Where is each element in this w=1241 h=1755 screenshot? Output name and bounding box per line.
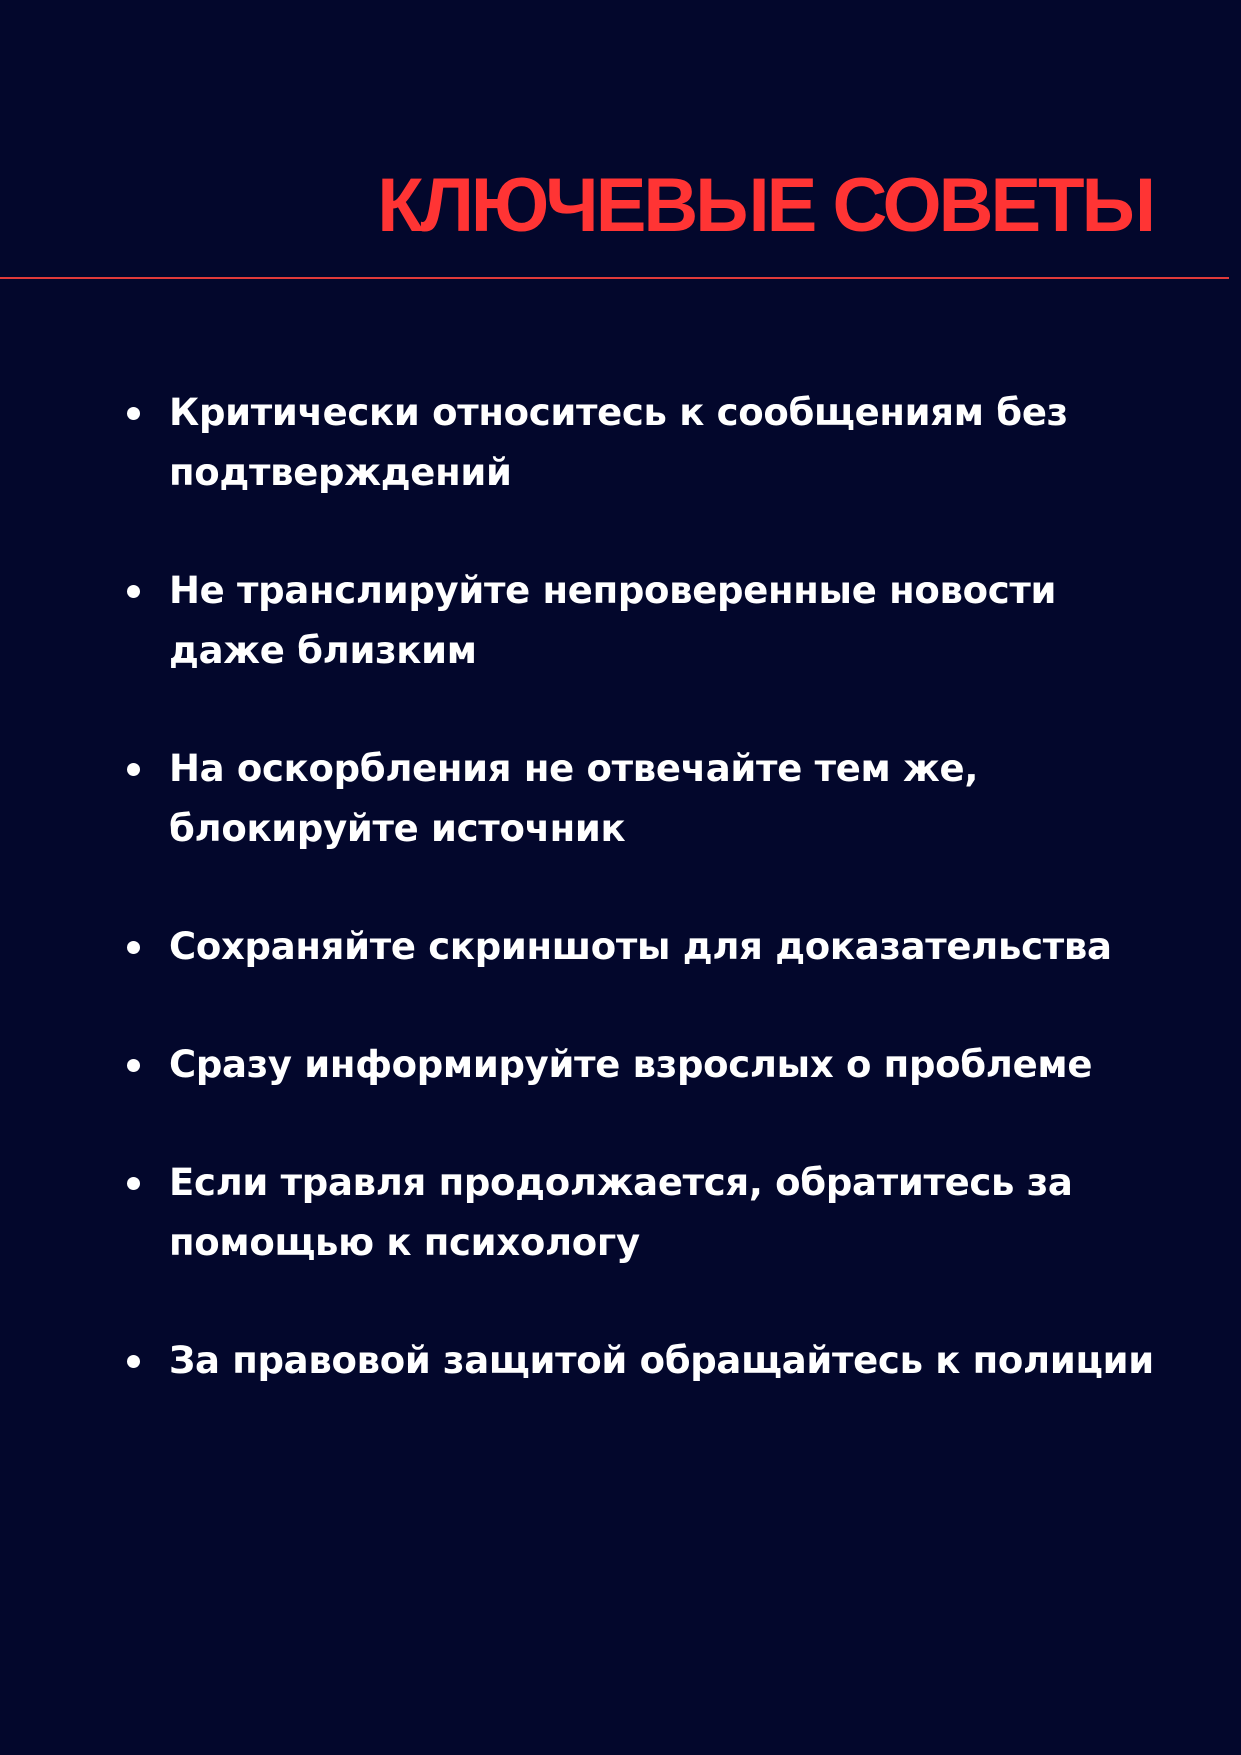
tip-text: Критически относитесь к сообщениям без подтверждений (169, 391, 1068, 494)
list-item (127, 1331, 1167, 1391)
list-item (127, 383, 1167, 503)
tip-text: Сразу информируйте взрослых о проблеме (169, 1043, 1093, 1086)
bullet-icon (127, 585, 140, 598)
title-divider (0, 277, 1229, 279)
list-item (127, 739, 1167, 859)
bullet-icon (127, 763, 140, 776)
bullet-icon (127, 941, 140, 954)
page-title: КЛЮЧЕВЫЕ СОВЕТЫ (377, 163, 1153, 248)
bullet-icon (127, 1059, 140, 1072)
list-item (127, 1153, 1167, 1273)
bullet-icon (127, 1177, 140, 1190)
list-item (127, 561, 1167, 681)
tip-text: Сохраняйте скриншоты для доказательства (169, 925, 1112, 968)
tip-text: На оскорбления не отвечайте тем же, блокируйте источник (169, 747, 979, 850)
bullet-icon (127, 407, 140, 420)
list-item (127, 917, 1167, 977)
tip-text: Не транслируйте непроверенные новости даже близким (169, 569, 1057, 672)
tips-list (127, 383, 1167, 1449)
tip-text: Если травля продолжается, обратитесь за помощью к психологу (169, 1161, 1073, 1264)
tip-text: За правовой защитой обращайтесь к полиции (169, 1339, 1154, 1382)
list-item (127, 1035, 1167, 1095)
bullet-icon (127, 1355, 140, 1368)
